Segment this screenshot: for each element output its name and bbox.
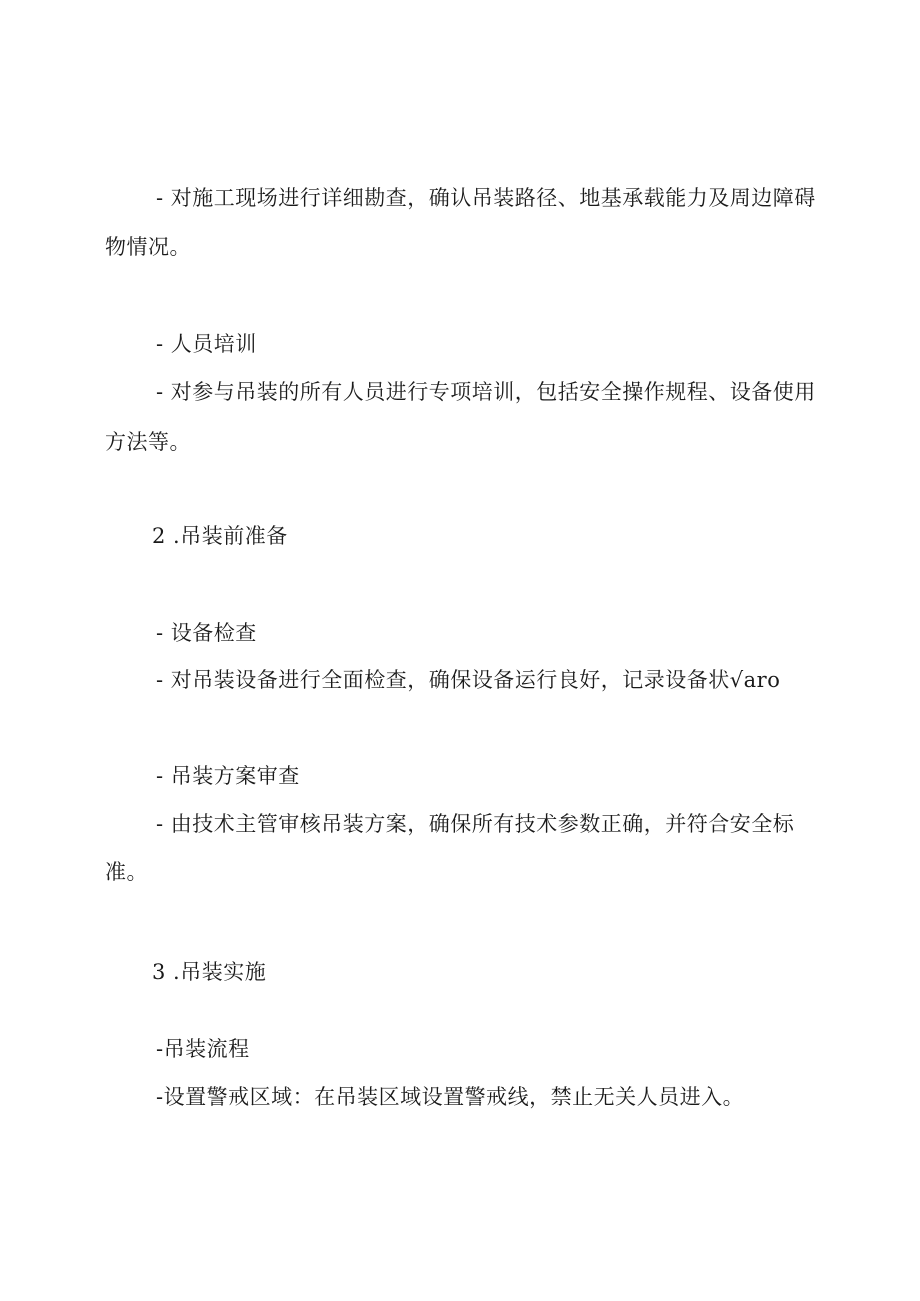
plan-review-text-line-2: 准。 <box>105 860 148 884</box>
equipment-check-text: - 对吊装设备进行全面检查，确保设备运行良好，记录设备状√aro <box>156 668 781 692</box>
warning-zone-text: -设置警戒区域：在吊装区域设置警戒线，禁止无关人员进入。 <box>156 1085 745 1109</box>
lifting-process-item: -吊装流程 <box>156 1037 250 1061</box>
site-survey-text-line-1: - 对施工现场进行详细勘查，确认吊装路径、地基承载能力及周边障碍 <box>156 186 816 210</box>
personnel-training-item: - 人员培训 <box>156 332 257 356</box>
section-heading-3: 3 .吊装实施 <box>152 960 267 984</box>
training-text-line-1: - 对参与吊装的所有人员进行专项培训，包括安全操作规程、设备使用 <box>156 380 816 404</box>
training-text-line-2: 方法等。 <box>105 430 191 454</box>
equipment-check-item: - 设备检查 <box>156 621 257 645</box>
plan-review-text-line-1: - 由技术主管审核吊装方案，确保所有技术参数正确，并符合安全标 <box>156 812 795 836</box>
section-heading-2: 2 .吊装前准备 <box>152 524 288 548</box>
plan-review-item: - 吊装方案审查 <box>156 764 300 788</box>
site-survey-text-line-2: 物情况。 <box>105 235 191 259</box>
